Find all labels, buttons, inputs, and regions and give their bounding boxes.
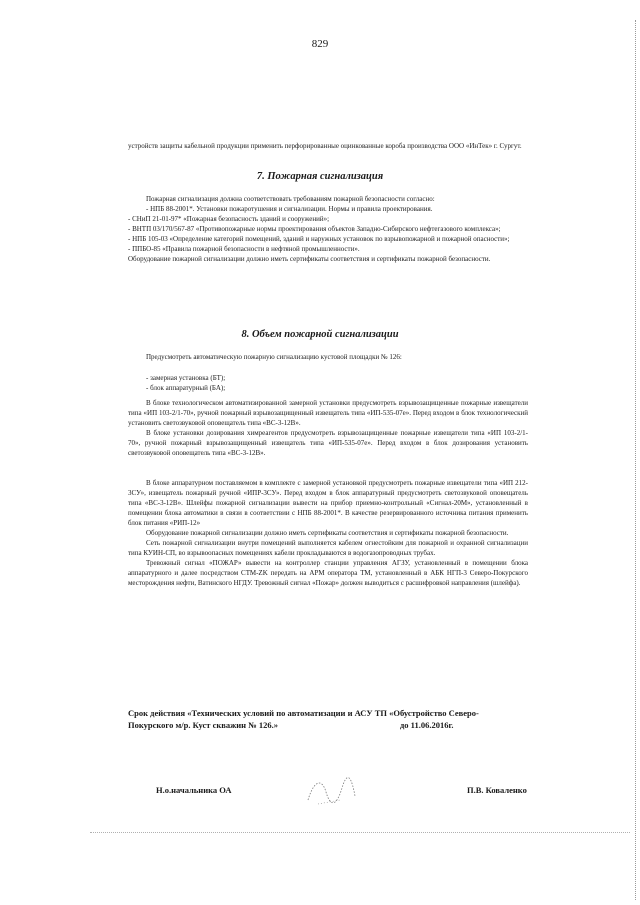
intro-text: устройств защиты кабельной продукции применить перфорированные оцинкованные короба производства ООО «ИнТек» г. Сургут. xyxy=(128,142,522,150)
section8-list xyxy=(128,373,528,393)
validity-line-1: Срок действия «Технических условий по автоматизации и АСУ ТП «Обустройство Северо- xyxy=(128,708,479,718)
validity-statement xyxy=(128,707,538,731)
intro-paragraph xyxy=(128,141,528,151)
section8-title: 8. Объем пожарной сигнализации xyxy=(241,329,399,340)
scan-artifact-line xyxy=(90,832,630,833)
section8-paragraph: Оборудование пожарной сигнализации должно иметь сертификаты соответствия и сертификаты пожарной безопасности. xyxy=(146,529,509,537)
section7-item: - НПБ 105-03 «Определение категорий помещений, зданий и наружных установок по взрывопожарной и пожарной опасности»; xyxy=(128,235,510,243)
section8-body-2 xyxy=(128,478,528,588)
section7-item: - ВНТП 03/170/567-87 «Противопожарные нормы проектирования объектов Западно-Сибирского нефтегазового комплекса»; xyxy=(128,225,501,233)
section7-title: 7. Пожарная сигнализация xyxy=(256,171,384,182)
validity-object: Покурского м/р. Куст скважин № 126.» xyxy=(128,720,278,730)
signatory-position: Н.о.начальника ОА xyxy=(156,785,232,795)
scan-edge xyxy=(633,20,636,900)
section8-lead: Предусмотреть автоматическую пожарную сигнализацию кустовой площадки № 126: xyxy=(146,353,402,361)
section8-lead-block xyxy=(128,352,528,362)
section8-paragraph: В блоке технологическом автоматизированной замерной установки предусмотреть взрывозащищенные пожарные извещатели типа «ИП 103-2/1-70», ручной пожарный взрывозащищенный извещатель типа «ИП-535-07е». Перед входом в блок технологический установить светозвуковой оповещатель типа «ВС-3-12В». xyxy=(128,399,528,427)
section8-body xyxy=(128,398,528,458)
signature-scribble xyxy=(300,770,360,815)
section7-item: - ППБО-85 «Правила пожарной безопасности в нефтяной промышленности». xyxy=(128,245,360,253)
page-number: 829 xyxy=(311,38,329,50)
section7-body xyxy=(128,194,528,264)
signatory-name: П.В. Коваленко xyxy=(467,785,527,795)
section7-lead: Пожарная сигнализация должна соответствовать требованиям пожарной безопасности согласно: xyxy=(146,195,435,203)
section8-item: - блок аппаратурный (БА); xyxy=(146,384,226,392)
section8-paragraph: В блоке аппаратурном поставляемом в комплекте с замерной установкой предусмотреть пожарные извещатели типа «ИП 212-3СУ», извещатель пожарный ручной «ИПР-3СУ». Перед входом в блок аппаратурный предусмотреть светозвуковой оповещатель типа «ВС-3-12В». Шлейфы пожарной сигнализации вывести на прибор приемно-контрольный «Сигнал-20М», установленный в помещении блока автоматики в связи в соответствии с НПБ 88-2001*. В качестве резервированного источника питания применить блок питания «РИП-12» xyxy=(128,479,528,527)
section8-paragraph: Тревожный сигнал «ПОЖАР» вывести на контроллер станции управления АГЗУ, установленный в помещении блока аппаратурного и далее посредством СТМ-ZK передать на АРМ оператора ТМ, установленный в АБК НГП-3 Северо-Покурского месторождения нефти, Ватинского НГДУ. Тревожный сигнал «Пожар» должен выводиться с расшифровкой направления (шлейфа). xyxy=(128,559,528,587)
section7-closing: Оборудование пожарной сигнализации должно иметь сертификаты соответствия и сертификаты пожарной безопасности. xyxy=(128,255,491,263)
validity-date: до 11.06.2016г. xyxy=(400,720,454,730)
section8-paragraph: Сеть пожарной сигнализации внутри помещений выполняется кабелем огнестойким для пожарной и охранной сигнализации типа КУИН-СП, во взрывоопасных помещениях кабели прокладываются в водогазопроводных трубах. xyxy=(128,539,528,557)
section7-item: - СНиП 21-01-97* «Пожарная безопасность зданий и сооружений»; xyxy=(128,215,330,223)
section8-item: - замерная установка (БТ); xyxy=(146,374,226,382)
section8-paragraph: В блоке установки дозирования химреагентов предусмотреть взрывозащищенные пожарные извещатели типа «ИП 103-2/1-70», ручной пожарный взрывозащищенный извещатель типа «ИП-535-07е». Перед входом в блок дозирования установить светозвуковой оповещатель типа «ВС-3-12В». xyxy=(128,429,528,457)
validity-line-2 xyxy=(128,719,538,731)
section7-item: - НПБ 88-2001*. Установки пожаротушения и сигнализации. Нормы и правила проектирования. xyxy=(146,205,433,213)
